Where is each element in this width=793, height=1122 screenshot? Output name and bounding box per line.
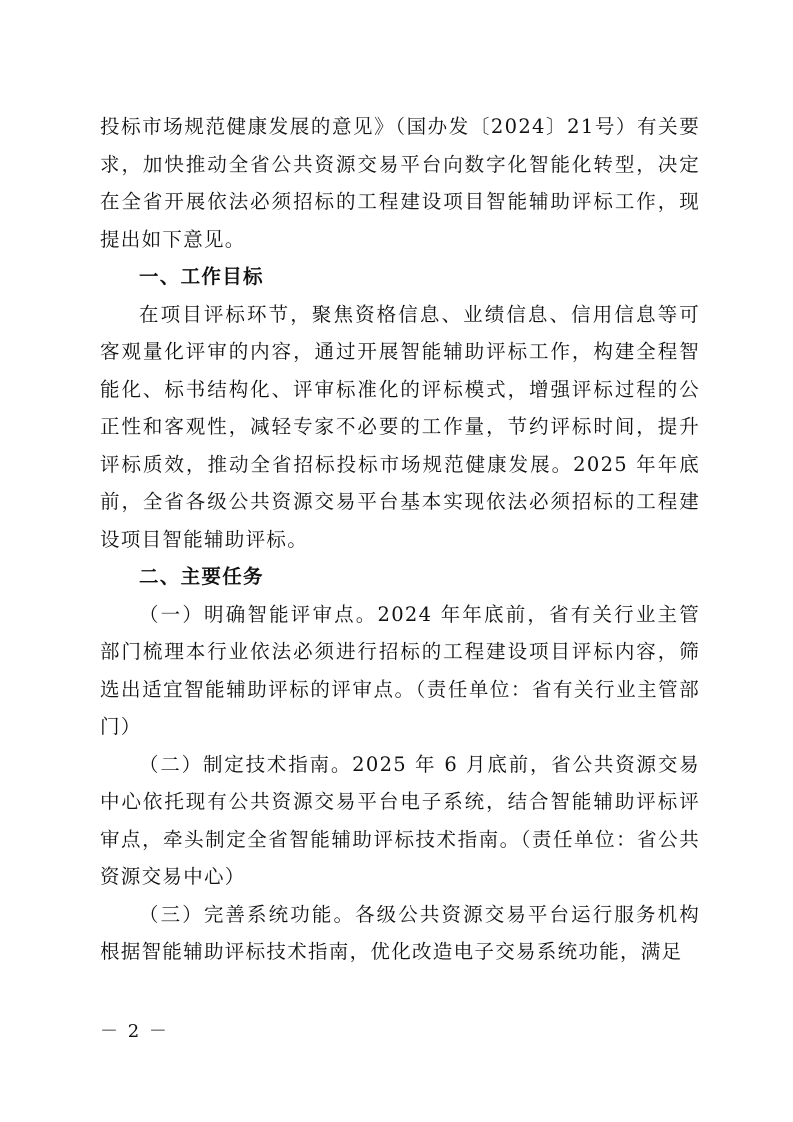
page-number: － 2 － <box>100 1021 169 1042</box>
paragraph-work-goals: 在项目评标环节，聚焦资格信息、业绩信息、信用信息等可客观量化评审的内容，通过开展智能辅助评标工作，构建全程智能化、标书结构化、评审标准化的评标模式，增强评标过程的公正性和客观性，减轻专家不必要的工作量，节约评标时间，提升评标质效，推动全省招标投标市场规范健康发展。2025 年年底前，全省各级公共资源交易平台基本实现依法必须招标的工程建设项目智能辅助评标。 <box>100 302 700 551</box>
paragraph-task-3: （三）完善系统功能。各级公共资源交易平台运行服务机构根据智能辅助评标技术指南，优化改造电子交易系统功能，满足 <box>100 902 700 963</box>
paragraph-intro-continued: 投标市场规范健康发展的意见》（国办发〔2024〕21号）有关要求，加快推动全省公共资源交易平台向数字化智能化转型，决定在全省开展依法必须招标的工程建设项目智能辅助评标工作，现提出如下意见。 <box>100 115 700 251</box>
paragraph-task-2: （二）制定技术指南。2025 年 6 月底前，省公共资源交易中心依托现有公共资源交易平台电子系统，结合智能辅助评标评审点，牵头制定全省智能辅助评标技术指南。（责任单位：省公共资源交易中心） <box>100 752 700 888</box>
section-heading-work-goals: 一、工作目标 <box>139 265 264 288</box>
section-heading-main-tasks: 二、主要任务 <box>139 565 264 588</box>
paragraph-task-1: （一）明确智能评审点。2024 年年底前，省有关行业主管部门梳理本行业依法必须进行招标的工程建设项目评标内容，筛选出适宜智能辅助评标的评审点。（责任单位：省有关行业主管部门） <box>100 602 700 738</box>
document-body <box>100 108 700 971</box>
